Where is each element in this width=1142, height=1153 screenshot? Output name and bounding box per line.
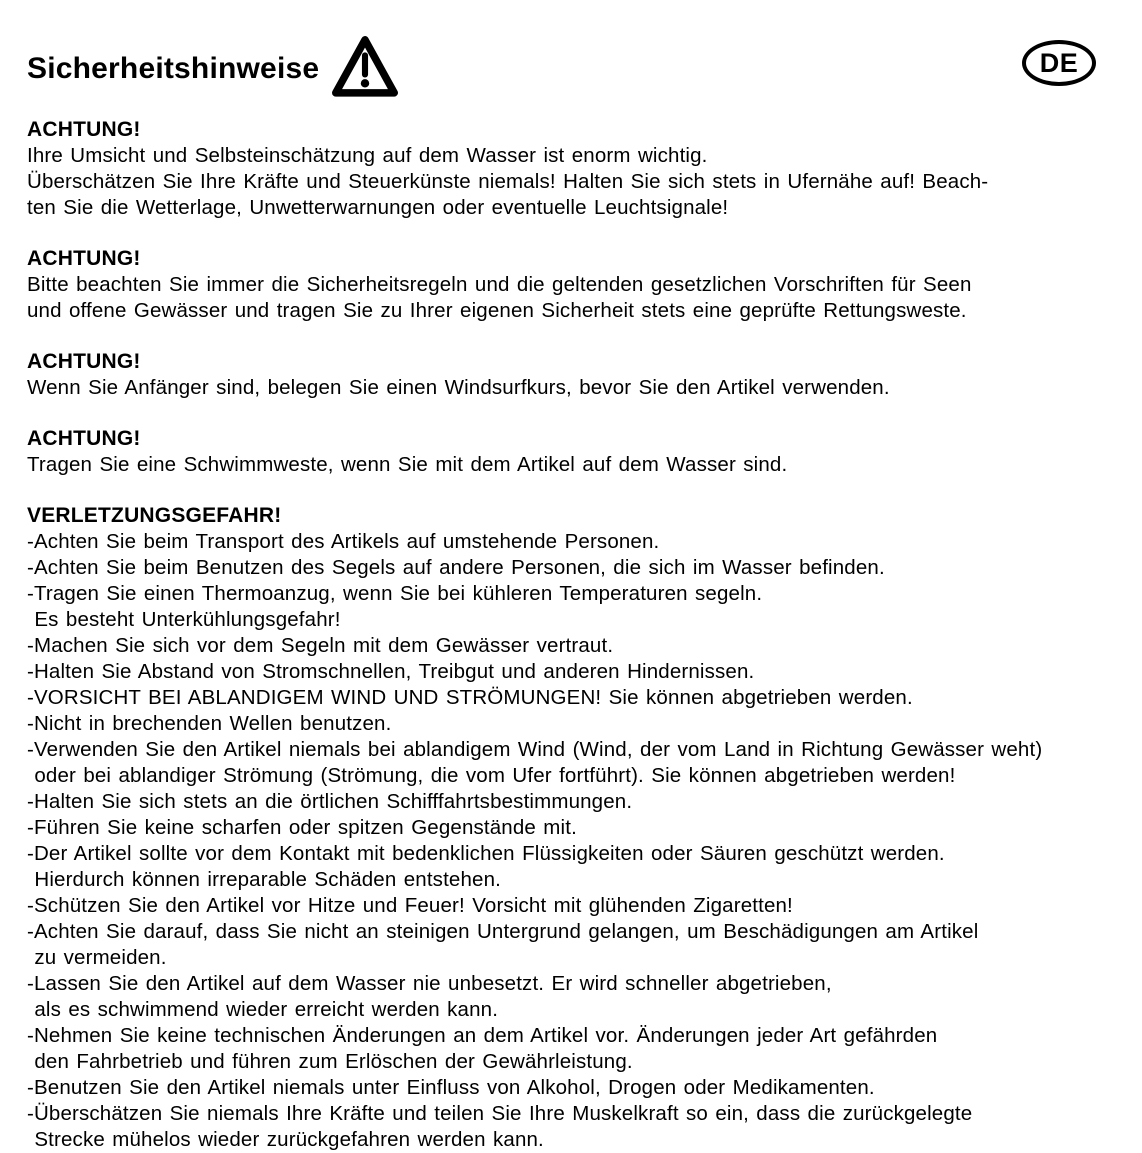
safety-section [27,349,1112,401]
safety-section [27,117,1112,221]
section-heading: ACHTUNG! [27,427,141,450]
safety-section [27,246,1112,324]
section-line: den Fahrbetrieb und führen zum Erlöschen der Gewährleistung. [27,1050,633,1073]
section-line: und offene Gewässer und tragen Sie zu Ihrer eigenen Sicherheit stets eine geprüfte Rettungsweste. [27,299,967,322]
section-line: -Achten Sie darauf, dass Sie nicht an steinigen Untergrund gelangen, um Beschädigungen am Artikel [27,920,979,943]
section-heading: VERLETZUNGSGEFAHR! [27,504,282,527]
section-line: Ihre Umsicht und Selbsteinschätzung auf dem Wasser ist enorm wichtig. [27,144,708,167]
section-line: Strecke mühelos wieder zurückgefahren werden kann. [27,1128,544,1151]
section-line: zu vermeiden. [27,946,167,969]
warning-triangle-icon [331,35,399,99]
section-heading: ACHTUNG! [27,247,141,270]
safety-section [27,426,1112,478]
section-heading: ACHTUNG! [27,350,141,373]
language-badge: DE [1022,40,1096,86]
title-row [27,38,1112,100]
section-line: -Halten Sie Abstand von Stromschnellen, Treibgut und anderen Hindernissen. [27,660,755,683]
section-line: Es besteht Unterkühlungsgefahr! [27,608,341,631]
section-line: Überschätzen Sie Ihre Kräfte und Steuerkünste niemals! Halten Sie sich stets in Ufernähe auf! Beach- [27,170,989,193]
section-line: -VORSICHT BEI ABLANDIGEM WIND UND STRÖMUNGEN! Sie können abgetrieben werden. [27,686,913,709]
document-sections [27,117,1112,1153]
page-title: Sicherheitshinweise [27,52,320,85]
section-line: -Halten Sie sich stets an die örtlichen Schifffahrtsbestimmungen. [27,790,633,813]
section-line: Bitte beachten Sie immer die Sicherheitsregeln und die geltenden gesetzlichen Vorschriften für Seen [27,273,972,296]
section-line: -Der Artikel sollte vor dem Kontakt mit bedenklichen Flüssigkeiten oder Säuren geschützt werden. [27,842,945,865]
safety-section [27,503,1112,1153]
section-line: Hierdurch können irreparable Schäden entstehen. [27,868,501,891]
section-line: -Nehmen Sie keine technischen Änderungen an dem Artikel vor. Änderungen jeder Art gefährden [27,1024,938,1047]
section-line: -Führen Sie keine scharfen oder spitzen Gegenstände mit. [27,816,577,839]
section-line: -Verwenden Sie den Artikel niemals bei ablandigem Wind (Wind, der vom Land in Richtung Gewässer weht) [27,738,1043,761]
section-line: -Überschätzen Sie niemals Ihre Kräfte und teilen Sie Ihre Muskelkraft so ein, dass die zurückgelegte [27,1102,973,1125]
section-line: -Benutzen Sie den Artikel niemals unter Einfluss von Alkohol, Drogen oder Medikamenten. [27,1076,875,1099]
section-line: Tragen Sie eine Schwimmweste, wenn Sie mit dem Artikel auf dem Wasser sind. [27,453,788,476]
section-heading: ACHTUNG! [27,118,141,141]
section-line: ten Sie die Wetterlage, Unwetterwarnungen oder eventuelle Leuchtsignale! [27,196,729,219]
section-line: oder bei ablandiger Strömung (Strömung, die vom Ufer fortführt). Sie können abgetrieben werden! [27,764,956,787]
section-line: -Nicht in brechenden Wellen benutzen. [27,712,392,735]
section-line: -Schützen Sie den Artikel vor Hitze und Feuer! Vorsicht mit glühenden Zigaretten! [27,894,793,917]
section-line: -Lassen Sie den Artikel auf dem Wasser nie unbesetzt. Er wird schneller abgetrieben, [27,972,832,995]
section-line: -Achten Sie beim Benutzen des Segels auf andere Personen, die sich im Wasser befinden. [27,556,885,579]
section-line: als es schwimmend wieder erreicht werden kann. [27,998,499,1021]
section-line: -Tragen Sie einen Thermoanzug, wenn Sie bei kühleren Temperaturen segeln. [27,582,763,605]
section-line: -Achten Sie beim Transport des Artikels auf umstehende Personen. [27,530,660,553]
section-line: -Machen Sie sich vor dem Segeln mit dem Gewässer vertraut. [27,634,614,657]
section-line: Wenn Sie Anfänger sind, belegen Sie einen Windsurfkurs, bevor Sie den Artikel verwenden. [27,376,890,399]
